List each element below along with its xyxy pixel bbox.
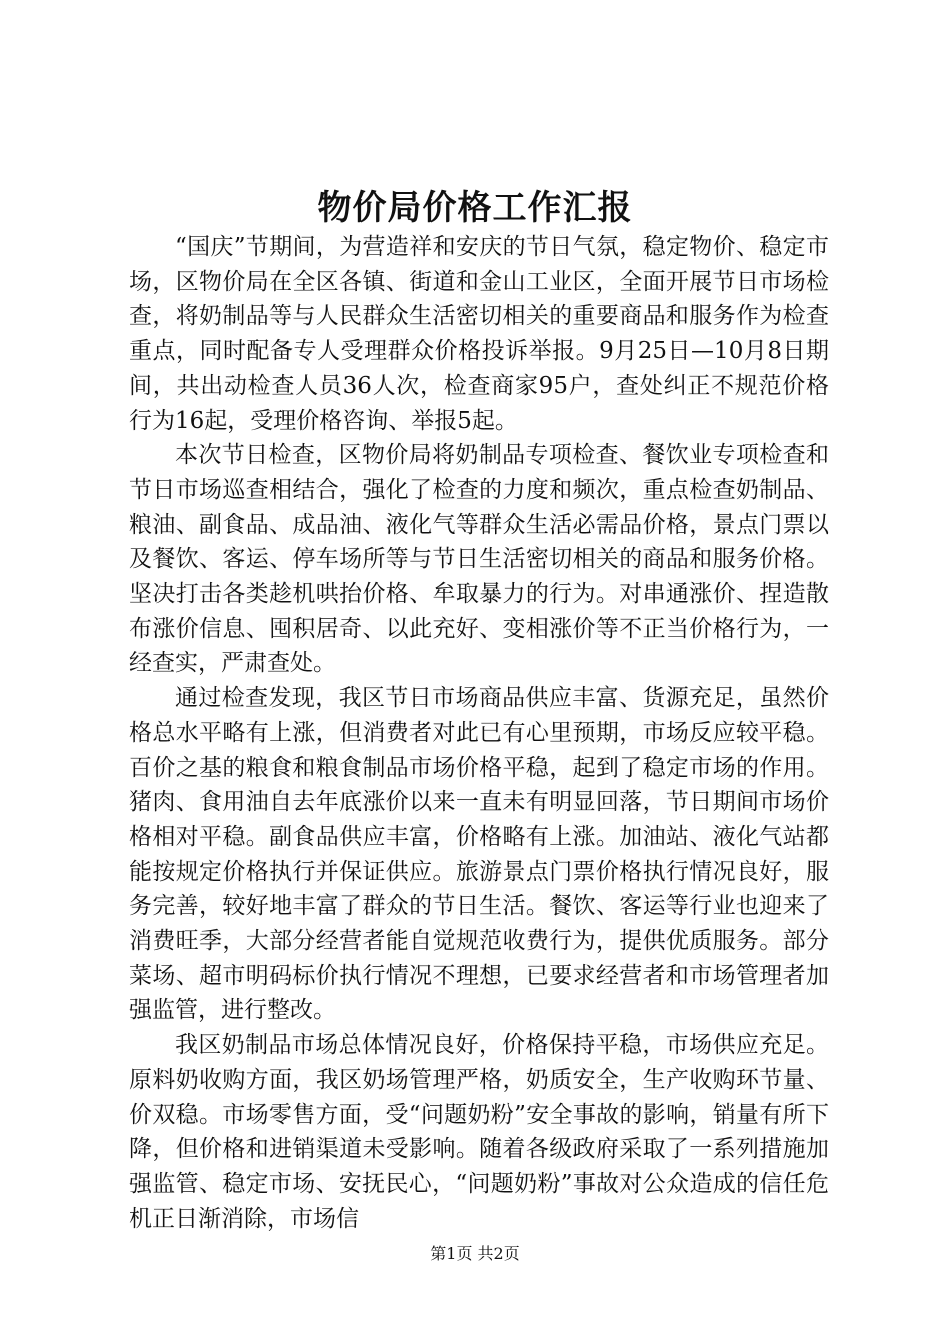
document-body	[129, 230, 829, 1236]
page-footer	[0, 1242, 950, 1266]
paragraph-3: 通过检查发现，我区节日市场商品供应丰富、货源充足，虽然价格总水平略有上涨，但消费者对此已有心里预期，市场反应较平稳。百价之基的粮食和粮食制品市场价格平稳，起到了稳定市场的作用。猪肉、食用油自去年底涨价以来一直未有明显回落，节日期间市场价格相对平稳。副食品供应丰富，价格略有上涨。加油站、液化气站都能按规定价格执行并保证供应。旅游景点门票价格执行情况良好，服务完善，较好地丰富了群众的节日生活。餐饮、客运等行业也迎来了消费旺季，大部分经营者能自觉规范收费行为，提供优质服务。部分菜场、超市明码标价执行情况不理想，已要求经营者和市场管理者加强监管，进行整改。	[129, 685, 829, 1024]
document-title: 物价局价格工作汇报	[317, 188, 633, 228]
paragraph-4: 我区奶制品市场总体情况良好，价格保持平稳，市场供应充足。原料奶收购方面，我区奶场管理严格，奶质安全，生产收购环节量、价双稳。市场零售方面，受“问题奶粉”安全事故的影响，销量有所下降，但价格和进销渠道未受影响。随着各级政府采取了一系列措施加强监管、稳定市场、安抚民心，“问题奶粉”事故对公众造成的信任危机正日渐消除，市场信	[129, 1032, 829, 1232]
paragraph-1: “国庆”节期间，为营造祥和安庆的节日气氛，稳定物价、稳定市场，区物价局在全区各镇、街道和金山工业区，全面开展节日市场检查，将奶制品等与人民群众生活密切相关的重要商品和服务作为检查重点，同时配备专人受理群众价格投诉举报。9月25日—10月8日期间，共出动检查人员36人次，检查商家95户，查处纠正不规范价格行为16起，受理价格咨询、举报5起。	[129, 234, 829, 434]
page-number-label: 第1页 共2页	[430, 1244, 520, 1263]
paragraph-2: 本次节日检查，区物价局将奶制品专项检查、餐饮业专项检查和节日市场巡查相结合，强化了检查的力度和频次，重点检查奶制品、粮油、副食品、成品油、液化气等群众生活必需品价格，景点门票以及餐饮、客运、停车场所等与节日生活密切相关的商品和服务价格。坚决打击各类趁机哄抬价格、牟取暴力的行为。对串通涨价、捏造散布涨价信息、囤积居奇、以此充好、变相涨价等不正当价格行为，一经查实，严肃查处。	[129, 442, 829, 677]
